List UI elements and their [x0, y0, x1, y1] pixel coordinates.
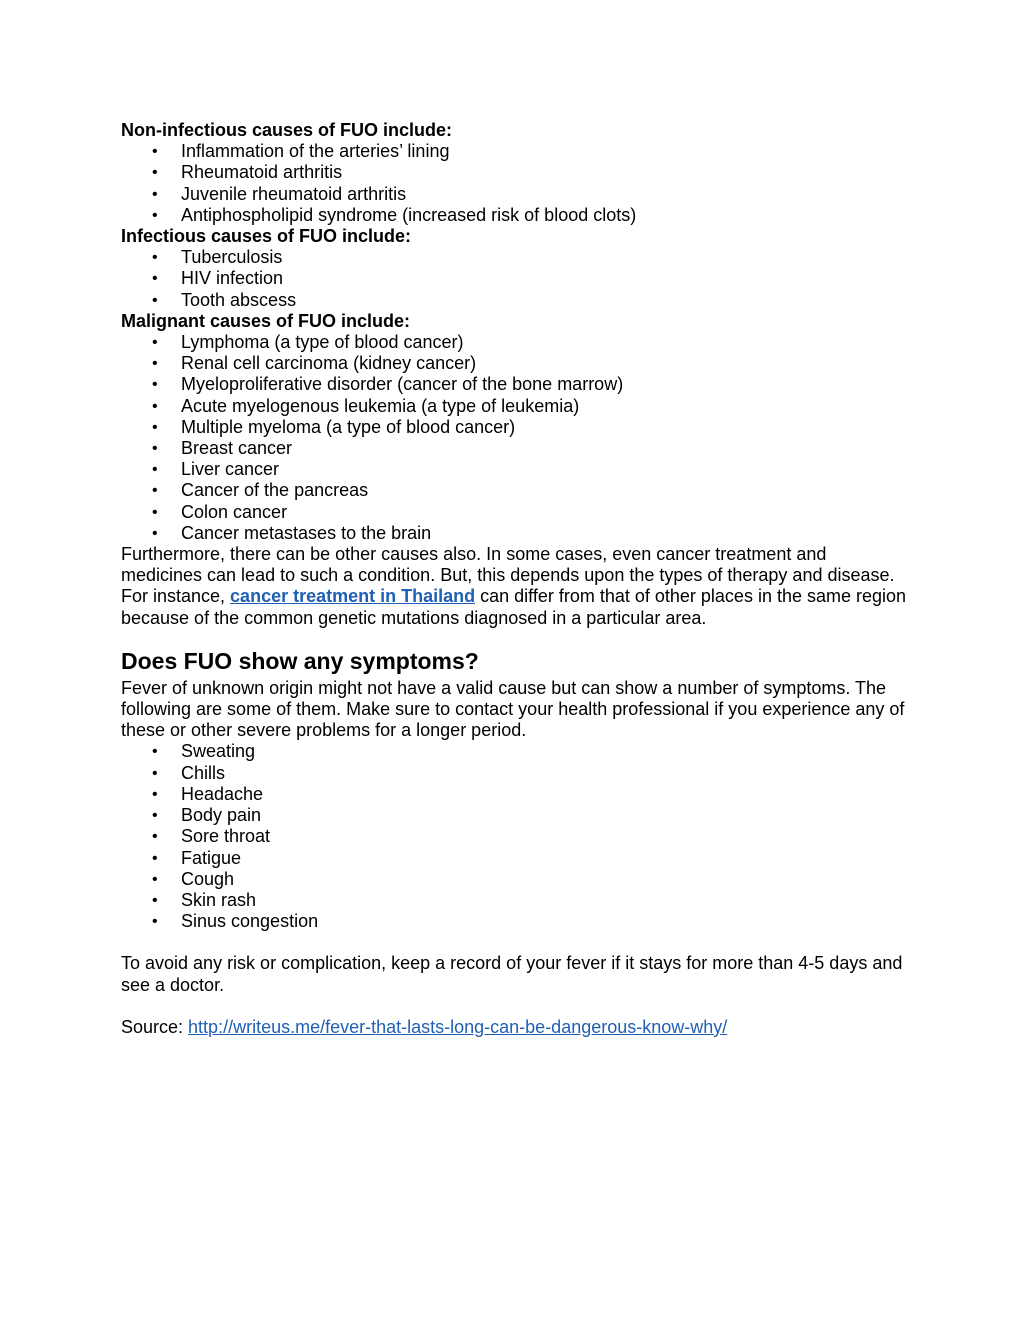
bullet-icon: •	[152, 376, 158, 394]
closing-paragraph: To avoid any risk or complication, keep a record of your fever if it stays for more than 4-5 days and see a doctor.	[121, 953, 903, 995]
list-item-text: Multiple myeloma (a type of blood cancer)	[181, 416, 516, 437]
list-item	[121, 184, 911, 205]
malignant-list	[121, 332, 911, 544]
bullet-icon: •	[152, 164, 158, 182]
list-item-text: Cough	[181, 868, 235, 889]
list-item-text: Cancer of the pancreas	[181, 480, 369, 501]
list-item	[121, 848, 911, 869]
bullet-icon: •	[152, 482, 158, 500]
infectious-list	[121, 247, 911, 311]
bullet-icon: •	[152, 503, 158, 521]
list-item-text: Fatigue	[181, 847, 242, 868]
list-item-text: Inflammation of the arteries’ lining	[181, 141, 450, 162]
list-item	[121, 396, 911, 417]
list-item-text: Tooth abscess	[181, 289, 297, 310]
bullet-icon: •	[152, 913, 158, 931]
list-item-text: Cancer metastases to the brain	[181, 522, 432, 543]
list-item	[121, 438, 911, 459]
list-item-text: HIV infection	[181, 268, 284, 289]
bullet-icon: •	[152, 807, 158, 825]
spacer	[121, 932, 911, 953]
bullet-icon: •	[152, 764, 158, 782]
furthermore-text-after: can differ from that of other places in the same region because of the common genetic mutations diagnosed in a particular area.	[121, 586, 907, 628]
list-item	[121, 353, 911, 374]
document-page	[121, 120, 911, 1038]
list-item	[121, 911, 911, 932]
list-item	[121, 741, 911, 762]
bullet-icon: •	[152, 891, 158, 909]
symptoms-list	[121, 741, 911, 932]
bullet-icon: •	[152, 440, 158, 458]
list-item-text: Sweating	[181, 741, 256, 762]
list-item-text: Acute myelogenous leukemia (a type of leukemia)	[181, 395, 580, 416]
bullet-icon: •	[152, 334, 158, 352]
symptoms-intro: Fever of unknown origin might not have a valid cause but can show a number of symptoms. The following are some of them. Make sure to contact your health professional if you experience any of these or other severe problems for a longer period.	[121, 677, 905, 741]
list-item-text: Rheumatoid arthritis	[181, 162, 343, 183]
list-item-text: Breast cancer	[181, 438, 293, 459]
bullet-icon: •	[152, 355, 158, 373]
non-infectious-list	[121, 141, 911, 226]
list-item-text: Antiphospholipid syndrome (increased risk of blood clots)	[181, 204, 637, 225]
bullet-icon: •	[152, 291, 158, 309]
list-item	[121, 162, 911, 183]
infectious-heading: Infectious causes of FUO include:	[121, 226, 412, 247]
bullet-icon: •	[152, 418, 158, 436]
list-item	[121, 141, 911, 162]
list-item	[121, 247, 911, 268]
bullet-icon: •	[152, 397, 158, 415]
list-item	[121, 784, 911, 805]
list-item-text: Sore throat	[181, 826, 271, 847]
source-link[interactable]: http://writeus.me/fever-that-lasts-long-can-be-dangerous-know-why/	[188, 1016, 728, 1037]
list-item	[121, 826, 911, 847]
list-item	[121, 459, 911, 480]
non-infectious-heading: Non-infectious causes of FUO include:	[121, 120, 453, 140]
bullet-icon: •	[152, 785, 158, 803]
list-item-text: Colon cancer	[181, 501, 288, 522]
list-item-text: Renal cell carcinoma (kidney cancer)	[181, 353, 477, 374]
list-item-text: Liver cancer	[181, 459, 280, 480]
bullet-icon: •	[152, 461, 158, 479]
list-item-text: Juvenile rheumatoid arthritis	[181, 183, 407, 204]
list-item-text: Headache	[181, 783, 264, 804]
furthermore-paragraph	[121, 544, 911, 629]
source-label: Source:	[121, 1016, 189, 1037]
bullet-icon: •	[152, 870, 158, 888]
list-item	[121, 869, 911, 890]
symptoms-heading: Does FUO show any symptoms?	[121, 647, 479, 674]
bullet-icon: •	[152, 143, 158, 161]
list-item-text: Body pain	[181, 805, 262, 826]
list-item	[121, 805, 911, 826]
source-line	[121, 1017, 911, 1038]
list-item	[121, 480, 911, 501]
list-item-text: Lymphoma (a type of blood cancer)	[181, 332, 464, 353]
list-item-text: Myeloproliferative disorder (cancer of the bone marrow)	[181, 374, 624, 395]
list-item	[121, 523, 911, 544]
furthermore-text-before: Furthermore, there can be other causes also. In some cases, even cancer treatment and medicines can lead to such a condition. But, this depends upon the types of therapy and disease. For instance,	[121, 544, 895, 607]
list-item	[121, 417, 911, 438]
bullet-icon: •	[152, 206, 158, 224]
bullet-icon: •	[152, 270, 158, 288]
list-item	[121, 268, 911, 289]
list-item	[121, 502, 911, 523]
list-item	[121, 205, 911, 226]
bullet-icon: •	[152, 849, 158, 867]
list-item	[121, 290, 911, 311]
bullet-icon: •	[152, 524, 158, 542]
list-item	[121, 890, 911, 911]
cancer-treatment-link[interactable]: cancer treatment in Thailand	[230, 586, 476, 607]
list-item	[121, 332, 911, 353]
list-item-text: Sinus congestion	[181, 911, 319, 932]
list-item-text: Skin rash	[181, 889, 257, 910]
bullet-icon: •	[152, 249, 158, 267]
list-item-text: Tuberculosis	[181, 247, 283, 268]
list-item	[121, 763, 911, 784]
spacer	[121, 996, 911, 1017]
malignant-heading: Malignant causes of FUO include:	[121, 310, 411, 331]
list-item-text: Chills	[181, 762, 226, 783]
bullet-icon: •	[152, 743, 158, 761]
bullet-icon: •	[152, 185, 158, 203]
list-item	[121, 374, 911, 395]
bullet-icon: •	[152, 828, 158, 846]
